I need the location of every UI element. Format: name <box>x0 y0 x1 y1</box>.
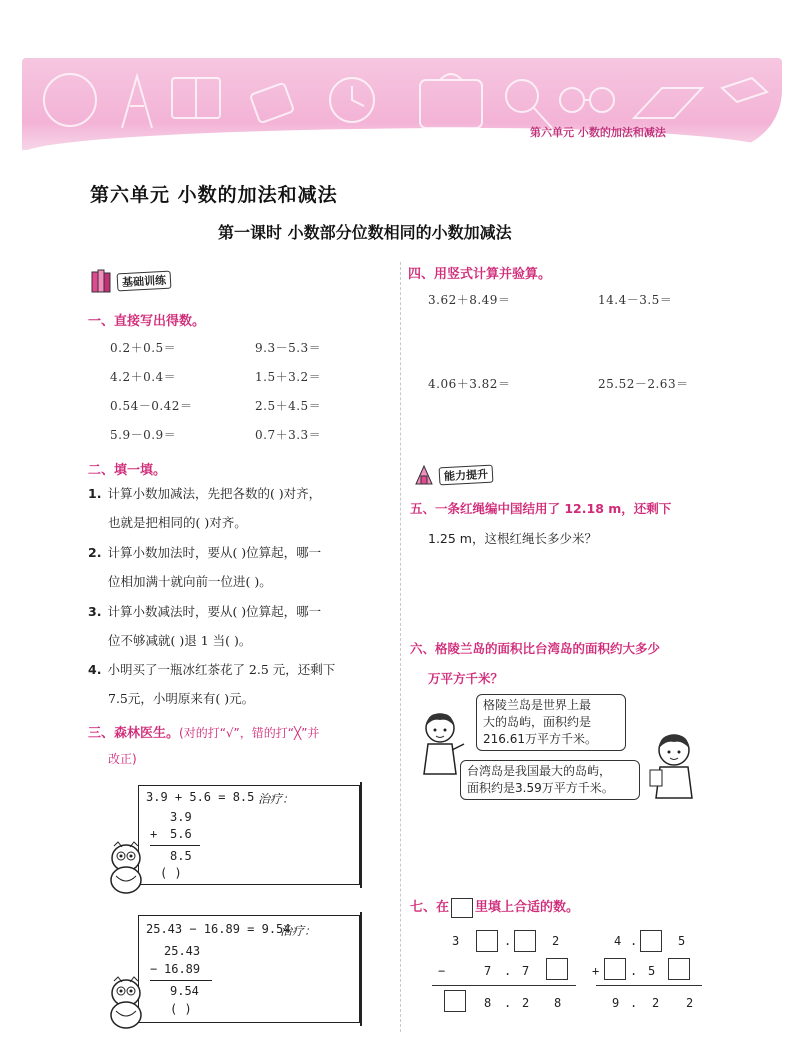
puzzle1-digit: 3 <box>452 934 460 948</box>
vertical-calc-item: 3.62＋8.49＝ <box>428 293 511 307</box>
mental-calc-item: 0.2＋0.5＝ <box>110 341 177 355</box>
header-unit-tag: 第六单元 小数的加法和减法 <box>530 126 666 139</box>
owl-doctor-icon <box>104 975 148 1031</box>
section3-note: (对的打“√”，错的打“╳”并 <box>179 726 320 740</box>
taiwan-speech-bubble <box>460 760 640 800</box>
vertical-calc-item: 14.4－3.5＝ <box>598 293 673 307</box>
question-line: 计算小数加法时，要从( )位算起，哪一 <box>107 545 322 560</box>
blank-box-sample <box>451 898 473 918</box>
advanced-label: 能力提升 <box>439 465 494 486</box>
bubble-line: 大的岛屿，面积约是 <box>483 715 592 729</box>
board1-answer-paren: ( ) <box>160 866 182 880</box>
board1-equation: 3.9 + 5.6 = 8.5 <box>146 790 255 804</box>
question-line-continued: 也就是把相同的( )对齐。 <box>108 515 247 530</box>
board-post <box>360 912 365 1026</box>
section6-line2: 万平方千米？ <box>428 671 504 686</box>
question-number: 1. <box>88 486 102 501</box>
puzzle1-digit: 8 <box>554 996 562 1010</box>
mental-calc-item: 0.7＋3.3＝ <box>255 428 322 442</box>
section7-title-post: 里填上合适的数。 <box>475 900 580 915</box>
question-line: 计算小数减法时，要从( )位算起，哪一 <box>107 604 322 619</box>
mental-calc-item: 9.3－5.3＝ <box>255 341 322 355</box>
puzzle2-digit: . <box>630 996 638 1010</box>
question-line: 计算小数加减法，先把各数的( )对齐， <box>107 486 322 501</box>
puzzle1-digit: 2 <box>552 934 560 948</box>
puzzle2-digit: 4 <box>614 934 622 948</box>
board1-result: 8.5 <box>170 849 192 863</box>
puzzle1-answer-box[interactable] <box>514 930 536 952</box>
puzzle2-answer-box[interactable] <box>604 958 626 980</box>
mental-calc-item: 0.54－0.42＝ <box>110 399 193 413</box>
basic-training-label: 基础训练 <box>117 271 172 292</box>
puzzle1-answer-box[interactable] <box>476 930 498 952</box>
board1-operator: + <box>150 827 158 841</box>
puzzle1-digit: . <box>504 964 512 978</box>
vertical-calc-item: 4.06＋3.82＝ <box>428 377 511 391</box>
board1-rule <box>150 845 200 846</box>
puzzle2-digit: 2 <box>652 996 660 1010</box>
puzzle2-digit: 5 <box>648 964 656 978</box>
puzzle2-digit: 2 <box>686 996 694 1010</box>
section3-note-text: 改正) <box>108 752 137 766</box>
bubble-line: 216.61万平方千米。 <box>483 732 597 746</box>
board1-treat-label: 治疗： <box>258 792 295 806</box>
girl-student-icon <box>418 710 466 780</box>
question-line-continued: 7.5元，小明原来有( )元。 <box>108 691 255 706</box>
question-line-continued: 位不够减就( )退 1 当( )。 <box>108 633 252 648</box>
puzzle1-digit: 7 <box>522 964 530 978</box>
puzzle2-answer-box[interactable] <box>640 930 662 952</box>
fill-blank-question <box>88 662 393 677</box>
bubble-line: 面积约是3.59万平方千米。 <box>467 781 614 795</box>
board2-result: 9.54 <box>170 984 199 998</box>
puzzle2-digit: 9 <box>612 996 620 1010</box>
question-line: 小明买了一瓶冰红茶花了 2.5 元，还剩下 <box>107 662 336 677</box>
puzzle1-digit: 2 <box>522 996 530 1010</box>
section6-title: 六、格陵兰岛的面积比台湾岛的面积约大多少 <box>410 641 661 656</box>
fill-blank-question <box>88 486 393 501</box>
puzzle2-digit: . <box>630 934 638 948</box>
puzzle1-answer-box[interactable] <box>444 990 466 1012</box>
fill-blank-question <box>88 604 393 619</box>
section2-title: 二、填一填。 <box>88 463 167 478</box>
puzzle2-rule <box>596 985 702 986</box>
unit-title: 第六单元 小数的加法和减法 <box>90 184 338 206</box>
question-number: 4. <box>88 662 102 677</box>
section3-note-continued <box>108 750 137 767</box>
question-line-continued: 位相加满十就向前一位进( )。 <box>108 574 272 589</box>
board-post <box>360 782 365 888</box>
board1-operand-b: 5.6 <box>170 827 192 841</box>
section6-question <box>410 634 790 694</box>
section3-title <box>88 722 319 741</box>
basic-training-badge <box>90 268 171 294</box>
section5-question <box>410 494 790 554</box>
board1-operand-a: 3.9 <box>170 810 192 824</box>
section5-title: 五、一条红绳编中国结用了 12.18 m，还剩下 <box>410 501 672 516</box>
section7-title <box>410 896 579 918</box>
puzzle1-digit: . <box>504 934 512 948</box>
puzzle2-answer-box[interactable] <box>668 958 690 980</box>
puzzle2-operator: + <box>592 964 600 978</box>
section1-title: 一、直接写出得数。 <box>88 314 206 329</box>
board2-equation: 25.43 − 16.89 = 9.54 <box>146 922 291 936</box>
board2-operator: − <box>150 962 158 976</box>
board2-treat-label: 治疗： <box>280 924 317 938</box>
puzzle2-digit: 5 <box>678 934 686 948</box>
question-number: 2. <box>88 545 102 560</box>
bubble-line: 格陵兰岛是世界上最 <box>483 698 592 712</box>
board2-rule <box>150 980 212 981</box>
mental-calc-item: 1.5＋3.2＝ <box>255 370 322 384</box>
mental-calc-item: 2.5＋4.5＝ <box>255 399 322 413</box>
puzzle1-digit: 8 <box>484 996 492 1010</box>
question-number: 3. <box>88 604 102 619</box>
books-icon <box>90 268 114 294</box>
puzzle1-answer-box[interactable] <box>546 958 568 980</box>
puzzle1-digit: 7 <box>484 964 492 978</box>
mental-calc-item: 4.2＋0.4＝ <box>110 370 177 384</box>
mental-calc-item: 5.9－0.9＝ <box>110 428 177 442</box>
puzzle2-digit: . <box>630 964 638 978</box>
puzzle1-rule <box>432 985 576 986</box>
board2-operand-a: 25.43 <box>164 944 201 958</box>
owl-doctor-icon <box>104 840 148 896</box>
puzzle1-digit: . <box>504 996 512 1010</box>
section4-title: 四、用竖式计算并验算。 <box>408 267 552 282</box>
advanced-badge <box>412 462 493 488</box>
section7-title-pre: 七、在 <box>410 900 450 915</box>
vertical-calc-item: 25.52－2.63＝ <box>598 377 689 391</box>
section5-line2: 1.25 m，这根红绳长多少米？ <box>428 531 597 546</box>
section3-title-text: 三、森林医生。 <box>88 726 180 741</box>
greenland-speech-bubble <box>476 694 626 751</box>
puzzle1-operator: − <box>438 964 446 978</box>
fill-blank-question <box>88 545 393 560</box>
rocket-icon <box>412 462 436 488</box>
lesson-title: 第一课时 小数部分位数相同的小数加减法 <box>218 223 512 242</box>
board2-answer-paren: ( ) <box>170 1002 192 1016</box>
bubble-line: 台湾岛是我国最大的岛屿， <box>467 764 612 778</box>
boy-student-icon <box>648 730 700 802</box>
board2-operand-b: 16.89 <box>164 962 201 976</box>
